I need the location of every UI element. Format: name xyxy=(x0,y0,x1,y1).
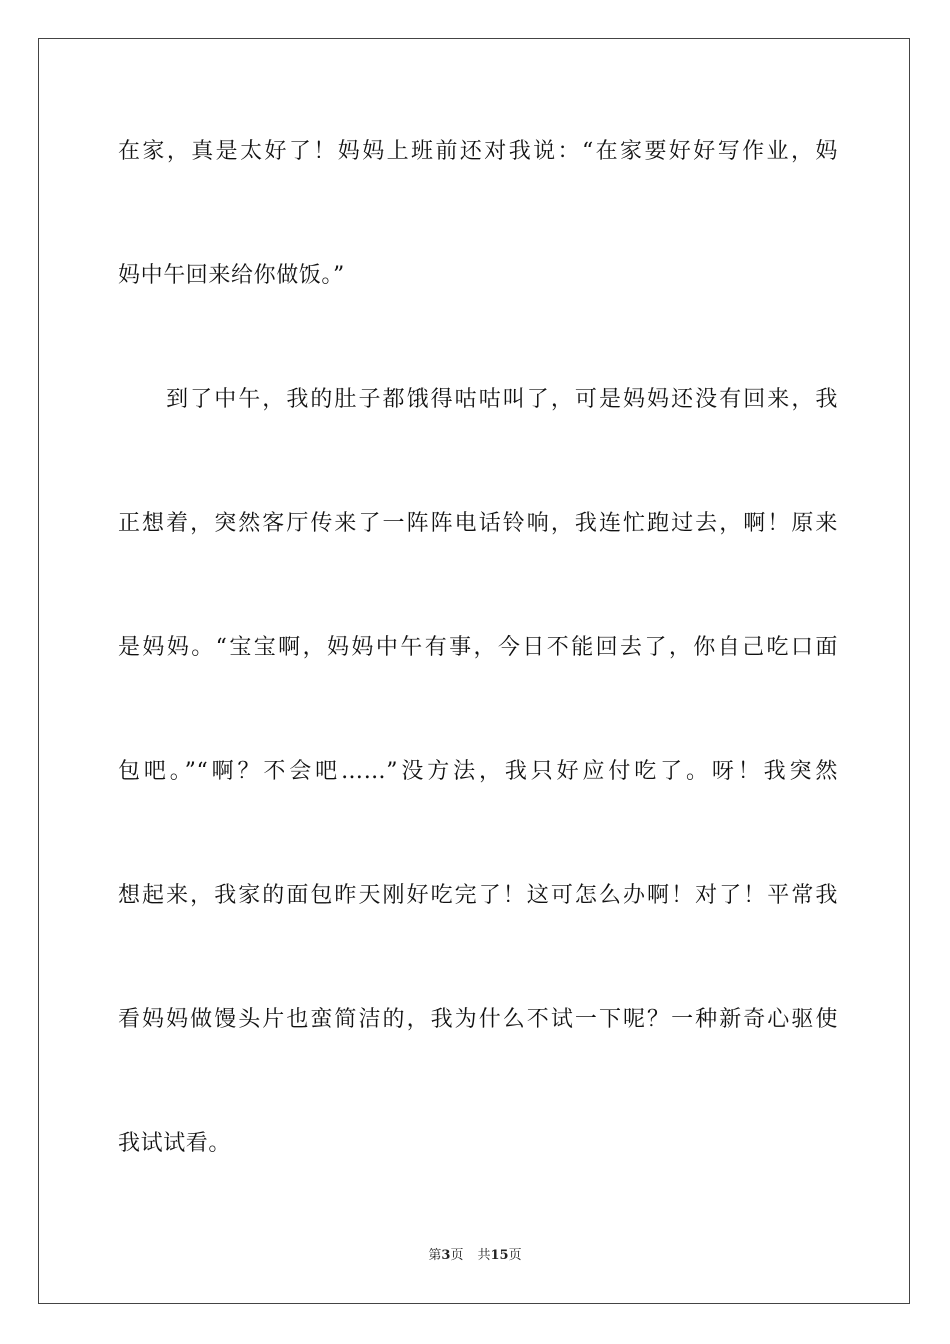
paragraph-line: 包吧。”“啊？不会吧……”没方法，我只好应付吃了。呀！我突然 xyxy=(118,759,838,784)
paragraph-line: 是妈妈。“宝宝啊，妈妈中午有事，今日不能回去了，你自己吃口面 xyxy=(118,635,838,660)
footer-page-suffix: 页 xyxy=(450,1248,464,1263)
paragraph-line: 到了中午，我的肚子都饿得咕咕叫了，可是妈妈还没有回来，我 xyxy=(118,387,838,412)
footer-page-number: 3 xyxy=(441,1248,451,1263)
page-border xyxy=(38,38,910,1304)
paragraph-line: 妈中午回来给你做饭。” xyxy=(118,263,345,288)
footer-total-pages: 15 xyxy=(490,1248,509,1263)
footer-page-prefix: 第 xyxy=(428,1248,442,1263)
paragraph-line: 看妈妈做馒头片也蛮简洁的，我为什么不试一下呢？一种新奇心驱使 xyxy=(118,1007,838,1032)
footer-total-suffix: 页 xyxy=(508,1248,522,1263)
footer-total-prefix: 共 xyxy=(477,1248,491,1263)
page-footer xyxy=(0,1248,950,1264)
paragraph-line: 在家，真是太好了！妈妈上班前还对我说：“在家要好好写作业，妈 xyxy=(118,139,838,164)
paragraph-line: 我试试看。 xyxy=(118,1131,232,1156)
paragraph-line: 正想着，突然客厅传来了一阵阵电话铃响，我连忙跑过去，啊！原来 xyxy=(118,511,838,536)
paragraph-line: 想起来，我家的面包昨天刚好吃完了！这可怎么办啊！对了！平常我 xyxy=(118,883,838,908)
